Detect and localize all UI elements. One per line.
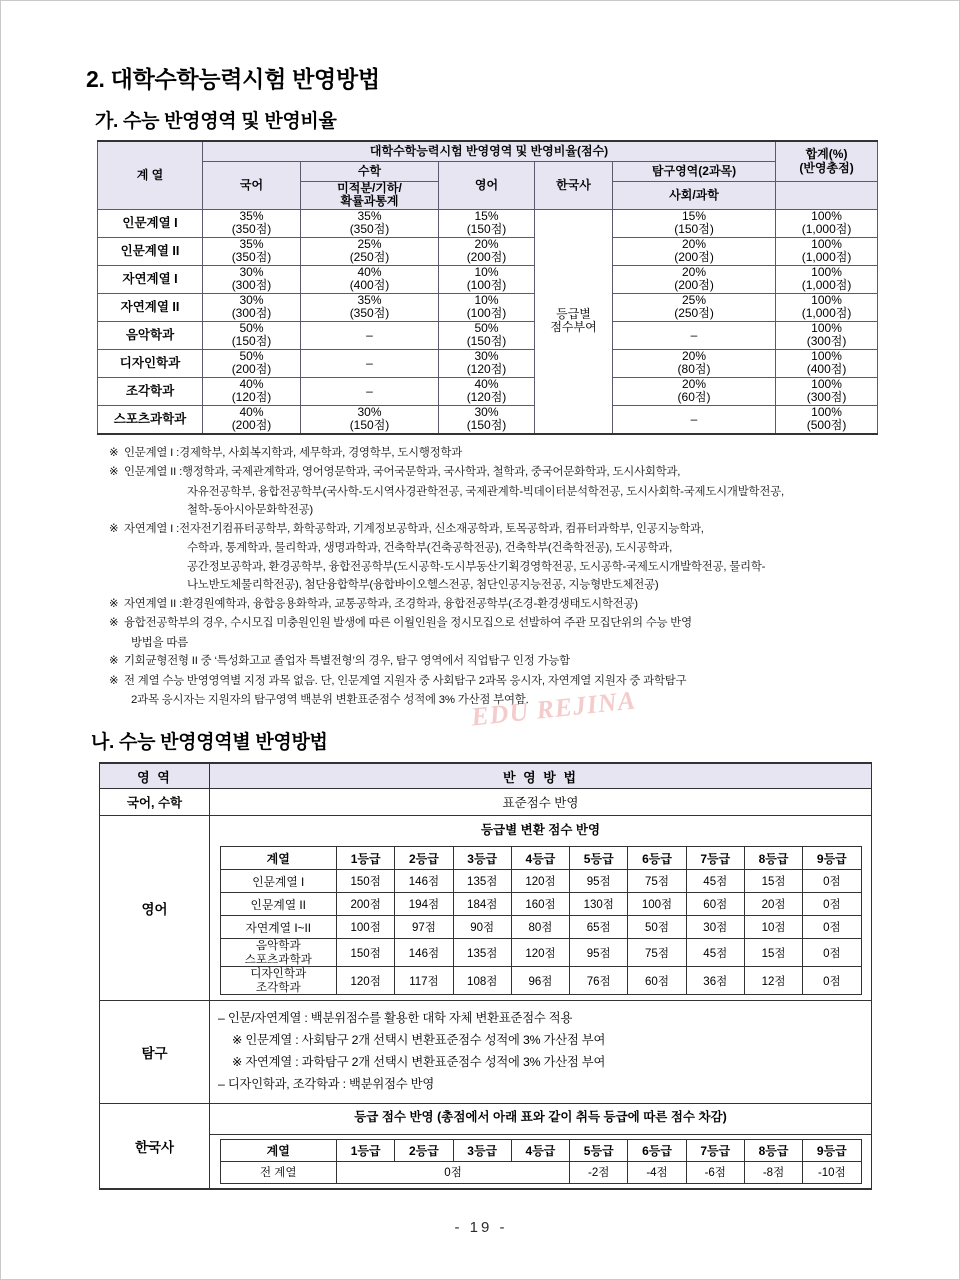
th-total	[776, 141, 878, 182]
grid-value-cell: -8점	[744, 1161, 802, 1183]
grid-header-cell: 계열	[220, 847, 337, 870]
cell-korean: 30% (300점)	[203, 265, 301, 293]
table-row	[98, 293, 878, 321]
page-number: - 19 -	[454, 1219, 508, 1236]
note-label: 자연계열 II :	[124, 597, 183, 610]
grid-value-cell: 36점	[686, 967, 744, 995]
grid-value-cell: 120점	[337, 967, 395, 995]
watermark: EDU REJINA	[469, 685, 638, 732]
grid-value-cell: -2점	[570, 1161, 628, 1183]
th-english: 영어	[439, 162, 535, 210]
grid-value-cell: 95점	[570, 870, 628, 893]
subsection-a-title: 가. 수능 반영영역 및 반영비율	[95, 111, 337, 132]
cell-english: 15% (150점)	[439, 209, 535, 237]
history-band-title: 등급 점수 반영 (총점에서 아래 표와 같이 취득 등급에 따른 점수 차감)	[210, 1104, 871, 1135]
grid-value-cell: 76점	[570, 967, 628, 995]
grid-row-label: 인문계열 II	[220, 893, 337, 916]
grid-header-cell: 2등급	[395, 847, 453, 870]
cell-inquiry: 20% (60점)	[613, 377, 776, 405]
row-inquiry-method	[210, 1001, 872, 1104]
row-category: 스포츠과학과	[98, 405, 203, 434]
grid-value-cell: 184점	[453, 893, 511, 916]
row-history-area: 한국사	[100, 1103, 210, 1189]
row-korean-math-method: 표준점수 반영	[210, 789, 872, 816]
table-row	[98, 321, 878, 349]
grid-header-cell: 8등급	[744, 847, 802, 870]
grid-row	[220, 916, 861, 939]
grid-header-cell: 9등급	[803, 847, 861, 870]
grid-value-cell: 108점	[453, 967, 511, 995]
grid-header-cell: 1등급	[337, 1139, 395, 1161]
grid-value-merged: 0점	[337, 1161, 570, 1183]
cell-math: 40% (400점)	[301, 265, 439, 293]
cell-korean: 35% (350점)	[203, 209, 301, 237]
grid-value-cell: 117점	[395, 967, 453, 995]
table1-header	[98, 141, 878, 209]
note-text-cont: 수학과, 통계학과, 물리학과, 생명과학과, 건축학부(건축공학전공), 건축학부(건축학전공), 도시공학과,	[187, 542, 673, 555]
history-grid-row	[220, 1161, 861, 1183]
page-title: 2. 대학수학능력시험 반영방법	[86, 66, 380, 92]
grid-value-cell: 194점	[395, 893, 453, 916]
grid-value-cell: 95점	[570, 939, 628, 967]
note-marker: ※	[109, 446, 119, 459]
th-korean: 국어	[203, 162, 301, 210]
notes-block	[109, 444, 881, 710]
reflection-method-table	[99, 762, 872, 1189]
note-item	[109, 444, 881, 462]
grid-value-cell: 97점	[395, 916, 453, 939]
table-row	[98, 405, 878, 434]
note-text: 전 계열 수능 반영영역별 지정 과목 없음. 단, 인문계열 지원자 중 사회탐구 2과목 응시자, 자연계열 지원자 중 과학탐구	[124, 674, 687, 687]
row-history-method	[210, 1103, 872, 1189]
note-text-cont: 2과목 응시자는 지원자의 탐구영역 백분위 변환표준점수 성적에 3% 가산점 부여함.	[131, 693, 529, 706]
cell-korean: 40% (200점)	[203, 405, 301, 434]
th-math-sub-line1: 미적분/기하/	[337, 181, 402, 195]
grid-header-cell: 8등급	[744, 1139, 802, 1161]
grid-value-cell: 150점	[337, 939, 395, 967]
grid-value-cell: 146점	[395, 870, 453, 893]
english-grid-body	[220, 870, 861, 995]
grid-value-cell: 15점	[744, 870, 802, 893]
row-inquiry-area: 탐구	[100, 1001, 210, 1104]
row-category: 자연계열 I	[98, 265, 203, 293]
grid-value-cell: 20점	[744, 893, 802, 916]
row-category: 자연계열 II	[98, 293, 203, 321]
note-label: 인문계열 I :	[124, 446, 180, 459]
grid-header-cell: 5등급	[570, 1139, 628, 1161]
grid-header-cell: 9등급	[803, 1139, 861, 1161]
cell-korean: 40% (120점)	[203, 377, 301, 405]
note-text: 전자전기컴퓨터공학부, 화학공학과, 기계정보공학과, 신소재공학과, 토목공학과, 컴퓨터과학부, 인공지능학과,	[179, 522, 704, 535]
cell-korean: 50% (200점)	[203, 349, 301, 377]
note-text-cont: 나노반도체물리학전공), 첨단융합학부(융합바이오헬스전공, 첨단인공지능전공, 지능형반도체전공)	[187, 579, 659, 592]
cell-english: 10% (100점)	[439, 265, 535, 293]
grid-value-cell: 0점	[803, 870, 861, 893]
cell-english: 30% (120점)	[439, 349, 535, 377]
english-band-title: 등급별 변환 점수 반영	[480, 823, 601, 838]
grid-value-cell: 146점	[395, 939, 453, 967]
grid-row-label: 인문계열 I	[220, 870, 337, 893]
grid-value-cell: 135점	[453, 870, 511, 893]
cell-total: 100% (1,000점)	[776, 293, 878, 321]
grid-value-cell: 60점	[686, 893, 744, 916]
grid-value-cell: 100점	[337, 916, 395, 939]
inquiry-line: – 디자인학과, 조각학과 : 백분위점수 반영	[218, 1076, 435, 1091]
note-marker: ※	[109, 655, 119, 668]
row-category: 인문계열 II	[98, 237, 203, 265]
cell-math: 35% (350점)	[301, 209, 439, 237]
grid-value-cell: 75점	[628, 870, 686, 893]
grid-row	[220, 939, 861, 967]
th-total-spacer	[776, 182, 878, 210]
cell-english: 10% (100점)	[439, 293, 535, 321]
table-row	[98, 237, 878, 265]
grid-value-cell: 150점	[337, 870, 395, 893]
note-label: 인문계열 II :	[124, 466, 183, 479]
th-math-sub-line2: 확률과통계	[340, 194, 399, 209]
grid-value-cell: 100점	[628, 893, 686, 916]
note-marker: ※	[109, 674, 119, 687]
grid-value-cell: 65점	[570, 916, 628, 939]
note-text-cont: 자유전공학부, 융합전공학부(국사학-도시역사경관학전공, 국제관계학-빅데이터분석학전공, 도시사회학-국제도시개발학전공,	[187, 485, 784, 498]
cell-inquiry: 20% (200점)	[613, 237, 776, 265]
grid-value-cell: 96점	[511, 967, 569, 995]
inquiry-line: ※ 자연계열 : 과학탐구 2개 선택시 변환표준점수 성적에 3% 가산점 부여	[232, 1054, 606, 1069]
th-math: 수학	[301, 162, 439, 182]
cell-korean: 30% (300점)	[203, 293, 301, 321]
cell-math: –	[301, 377, 439, 405]
grid-value-cell: 0점	[803, 939, 861, 967]
th-inquiry-sub: 사회/과학	[613, 182, 776, 210]
note-marker: ※	[109, 617, 119, 630]
note-item	[109, 672, 881, 690]
cell-inquiry: 20% (200점)	[613, 265, 776, 293]
grid-row-label: 음악학과 스포츠과학과	[220, 939, 337, 967]
grid-value-cell: 60점	[628, 967, 686, 995]
grid-value-cell: 0점	[803, 967, 861, 995]
admission-ratio-table	[97, 140, 878, 435]
grid-value-cell: 0점	[803, 893, 861, 916]
grid-value-cell: 45점	[686, 870, 744, 893]
grid-value-cell: 75점	[628, 939, 686, 967]
note-marker: ※	[109, 522, 119, 535]
cell-english: 50% (150점)	[439, 321, 535, 349]
grid-value-cell: 120점	[511, 939, 569, 967]
row-category: 조각학과	[98, 377, 203, 405]
grid-value-cell: 135점	[453, 939, 511, 967]
grid-value-cell: 15점	[744, 939, 802, 967]
note-text: 환경원예학과, 융합응용화학과, 교통공학과, 조경학과, 융합전공학부(조경-환경생태도시학전공)	[182, 597, 638, 610]
grid-row	[220, 967, 861, 995]
table-row	[98, 209, 878, 237]
grid-header-cell: 6등급	[628, 847, 686, 870]
grid-row	[220, 870, 861, 893]
note-marker: ※	[109, 466, 119, 479]
th-total-line1: 합계(%)	[805, 147, 848, 162]
cell-inquiry: 20% (80점)	[613, 349, 776, 377]
subsection-b-title: 나. 수능 반영영역별 반영방법	[91, 732, 328, 754]
grid-value-cell: 80점	[511, 916, 569, 939]
grid-value-cell: 30점	[686, 916, 744, 939]
cell-total: 100% (400점)	[776, 349, 878, 377]
note-text: 기회균형전형 II 중 ‘특성화고교 졸업자 특별전형’의 경우, 탐구 영역에서 직업탐구 인정 가능함	[124, 655, 570, 668]
cell-inquiry: 25% (250점)	[613, 293, 776, 321]
th-group-title: 대학수학능력시험 반영영역 및 반영비율(점수)	[203, 141, 776, 162]
grid-value-cell: 12점	[744, 967, 802, 995]
note-item	[109, 652, 881, 670]
cell-english: 40% (120점)	[439, 377, 535, 405]
th-math-sub	[301, 182, 439, 210]
note-text-cont: 방법을 따름	[131, 636, 188, 649]
cell-english: 30% (150점)	[439, 405, 535, 434]
note-text-cont: 철학-동아시아문화학전공)	[187, 504, 314, 517]
cell-math: 30% (150점)	[301, 405, 439, 434]
grid-row-label: 디자인학과 조각학과	[220, 967, 337, 995]
page-content	[81, 61, 881, 1190]
cell-total: 100% (500점)	[776, 405, 878, 434]
grid-value-cell: 120점	[511, 870, 569, 893]
th2-area: 영 역	[100, 763, 210, 789]
cell-total: 100% (300점)	[776, 377, 878, 405]
grid-value-cell: 130점	[570, 893, 628, 916]
cell-math: 35% (350점)	[301, 293, 439, 321]
inquiry-line: ※ 인문계열 : 사회탐구 2개 선택시 변환표준점수 성적에 3% 가산점 부여	[232, 1033, 606, 1048]
inquiry-text-lines	[210, 1001, 871, 1103]
grid-value-cell: -4점	[628, 1161, 686, 1183]
cell-total: 100% (1,000점)	[776, 209, 878, 237]
th-series: 계 열	[98, 141, 203, 209]
cell-total: 100% (1,000점)	[776, 265, 878, 293]
grid-header-cell: 7등급	[686, 1139, 744, 1161]
grid-row-label: 자연계열 I~II	[220, 916, 337, 939]
grid-header-cell: 2등급	[395, 1139, 453, 1161]
note-text: 행정학과, 국제관계학과, 영어영문학과, 국어국문학과, 국사학과, 철학과, 중국어문화학과, 도시사회학과,	[182, 466, 681, 479]
grid-header-cell: 7등급	[686, 847, 744, 870]
grid-value-cell: 10점	[744, 916, 802, 939]
cell-inquiry: –	[613, 321, 776, 349]
row-category: 디자인학과	[98, 349, 203, 377]
cell-history-merged: 등급별 점수부여	[535, 209, 613, 434]
cell-math: 25% (250점)	[301, 237, 439, 265]
note-text: 경제학부, 사회복지학과, 세무학과, 경영학부, 도시행정학과	[179, 446, 463, 459]
row-category: 인문계열 I	[98, 209, 203, 237]
cell-math: –	[301, 321, 439, 349]
grid-header-cell: 4등급	[511, 847, 569, 870]
history-grid-header	[220, 1139, 861, 1161]
grid-value-cell: 50점	[628, 916, 686, 939]
th2-method: 반 영 방 법	[210, 763, 872, 789]
grid-value-cell: 200점	[337, 893, 395, 916]
grid-header-cell: 계열	[220, 1139, 337, 1161]
grid-value-cell: 90점	[453, 916, 511, 939]
note-item	[109, 520, 881, 538]
cell-math: –	[301, 349, 439, 377]
th-history: 한국사	[535, 162, 613, 210]
grid-row-label: 전 계열	[220, 1161, 337, 1183]
grid-value-cell: -10점	[803, 1161, 861, 1183]
note-item	[109, 595, 881, 613]
table-row	[98, 349, 878, 377]
grid-value-cell: 160점	[511, 893, 569, 916]
row-category: 음악학과	[98, 321, 203, 349]
cell-total: 100% (300점)	[776, 321, 878, 349]
english-conversion-grid	[220, 846, 862, 995]
cell-english: 20% (200점)	[439, 237, 535, 265]
grid-header-cell: 3등급	[453, 1139, 511, 1161]
cell-korean: 50% (150점)	[203, 321, 301, 349]
grid-value-cell: 0점	[803, 916, 861, 939]
table-row	[98, 265, 878, 293]
table1-body	[98, 209, 878, 434]
cell-inquiry: 15% (150점)	[613, 209, 776, 237]
cell-total: 100% (1,000점)	[776, 237, 878, 265]
grid-header-cell: 5등급	[570, 847, 628, 870]
grid-header-cell: 4등급	[511, 1139, 569, 1161]
row-korean-math-area: 국어, 수학	[100, 789, 210, 816]
english-grid-header	[220, 847, 861, 870]
th-inquiry: 탐구영역(2과목)	[613, 162, 776, 182]
note-label: 자연계열 I :	[124, 522, 180, 535]
row-english-area: 영어	[100, 816, 210, 1001]
grid-value-cell: 45점	[686, 939, 744, 967]
cell-inquiry: –	[613, 405, 776, 434]
note-text: 융합전공학부의 경우, 수시모집 미충원인원 발생에 따른 이월인원을 정시모집으로 선발하여 주관 모집단위의 수능 반영	[124, 617, 692, 630]
grid-header-cell: 6등급	[628, 1139, 686, 1161]
row-english-method	[210, 816, 872, 1001]
history-deduction-grid	[220, 1139, 862, 1184]
note-item	[109, 463, 881, 481]
grid-row	[220, 893, 861, 916]
cell-korean: 35% (350점)	[203, 237, 301, 265]
th-total-line2: (반영총점)	[799, 160, 854, 175]
note-marker: ※	[109, 597, 119, 610]
table-row	[98, 377, 878, 405]
grid-header-cell: 1등급	[337, 847, 395, 870]
inquiry-line: – 인문/자연계열 : 백분위점수를 활용한 대학 자체 변환표준점수 적용	[218, 1011, 573, 1026]
grid-value-cell: -6점	[686, 1161, 744, 1183]
note-text-cont: 공간정보공학과, 환경공학부, 융합전공학부(도시공학-도시부동산기획경영학전공, 도시공학-국제도시개발학전공, 물리학-	[187, 560, 766, 573]
grid-header-cell: 3등급	[453, 847, 511, 870]
note-item	[109, 614, 881, 632]
